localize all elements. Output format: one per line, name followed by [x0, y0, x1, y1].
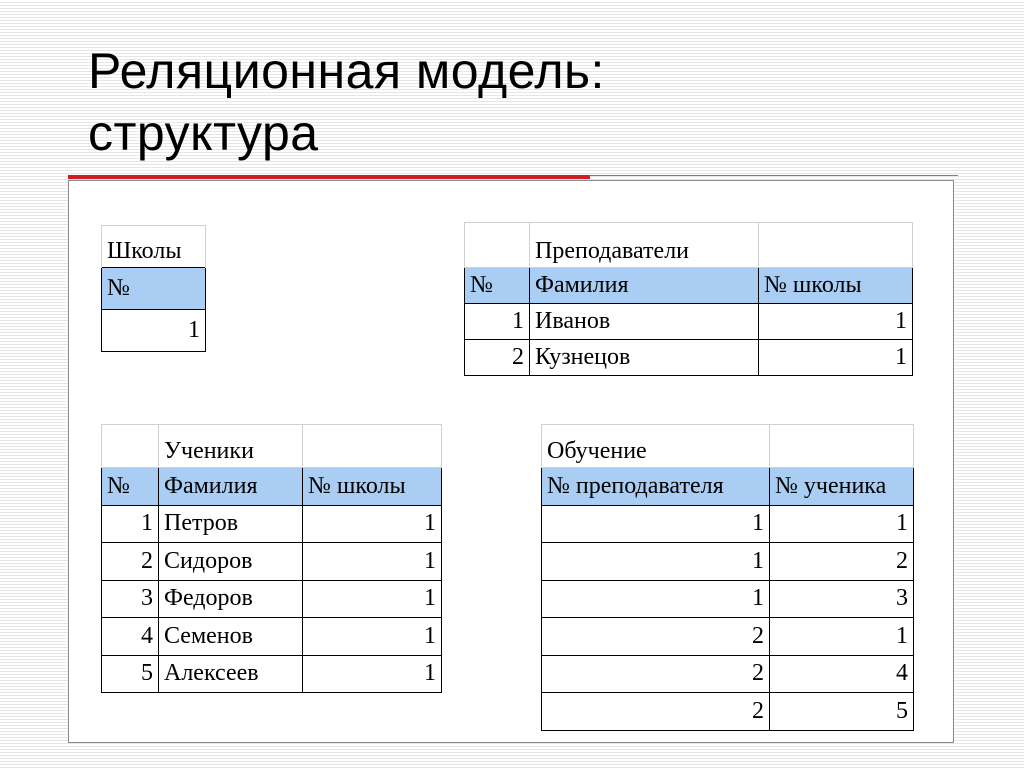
table-cell: 1 — [303, 543, 442, 581]
table-cell: 5 — [770, 693, 914, 731]
students-header-school: № школы — [303, 468, 442, 506]
students-caption: Ученики — [159, 425, 303, 468]
title-underline — [68, 175, 590, 179]
table-cell-empty — [465, 223, 530, 268]
table-cell-empty — [102, 425, 159, 468]
learning-table — [541, 424, 914, 731]
table-cell: 1 — [542, 543, 770, 581]
table-cell: Алексеев — [159, 655, 303, 693]
table-cell: 1 — [102, 505, 159, 543]
teachers-caption: Преподаватели — [530, 223, 759, 268]
table-row — [542, 655, 914, 693]
table-cell-empty — [770, 425, 914, 468]
students-header-surname: Фамилия — [159, 468, 303, 506]
title-underline-thin — [590, 175, 958, 176]
teachers-header-number: № — [465, 268, 530, 304]
table-cell: 1 — [303, 505, 442, 543]
table-cell: Кузнецов — [530, 340, 759, 376]
learning-caption: Обучение — [542, 425, 770, 468]
table-cell: 1 — [303, 655, 442, 693]
table-row — [542, 505, 914, 543]
table-cell: 1 — [303, 618, 442, 656]
table-cell: 1 — [759, 340, 913, 376]
slide-title-line-2: структура — [88, 105, 319, 161]
table-row — [465, 340, 913, 376]
students-header-number: № — [102, 468, 159, 506]
table-cell: 2 — [770, 543, 914, 581]
table-row — [465, 304, 913, 340]
table-cell: 5 — [102, 655, 159, 693]
table-row — [102, 580, 442, 618]
table-cell: 1 — [102, 310, 206, 352]
table-cell: Петров — [159, 505, 303, 543]
table-row — [102, 618, 442, 656]
learning-header-student: № ученика — [770, 468, 914, 506]
table-cell: 2 — [102, 543, 159, 581]
table-cell-empty — [759, 223, 913, 268]
table-cell: 1 — [542, 580, 770, 618]
table-row — [102, 543, 442, 581]
table-cell: 1 — [770, 505, 914, 543]
table-cell: 1 — [759, 304, 913, 340]
table-cell: 4 — [102, 618, 159, 656]
table-cell: Сидоров — [159, 543, 303, 581]
table-row — [542, 543, 914, 581]
table-row — [542, 580, 914, 618]
schools-caption: Школы — [102, 226, 206, 268]
table-cell: 1 — [465, 304, 530, 340]
table-cell: 1 — [303, 580, 442, 618]
table-row — [102, 655, 442, 693]
table-cell-empty — [303, 425, 442, 468]
slide-title — [88, 40, 988, 164]
students-table — [101, 424, 442, 693]
slide-title-line-1: Реляционная модель: — [88, 43, 605, 99]
table-cell: Семенов — [159, 618, 303, 656]
table-row — [542, 693, 914, 731]
schools-table — [101, 225, 206, 352]
teachers-header-school: № школы — [759, 268, 913, 304]
table-cell: 1 — [770, 618, 914, 656]
table-cell: 4 — [770, 655, 914, 693]
teachers-table — [464, 222, 913, 376]
table-cell: 2 — [542, 655, 770, 693]
table-cell: 2 — [542, 618, 770, 656]
learning-header-teacher: № преподавателя — [542, 468, 770, 506]
schools-header-number: № — [102, 268, 206, 310]
table-cell: 2 — [465, 340, 530, 376]
table-row — [542, 618, 914, 656]
table-row — [102, 505, 442, 543]
table-cell: 2 — [542, 693, 770, 731]
table-cell: 3 — [770, 580, 914, 618]
table-cell: 1 — [542, 505, 770, 543]
table-cell: Федоров — [159, 580, 303, 618]
table-cell: 3 — [102, 580, 159, 618]
table-cell: Иванов — [530, 304, 759, 340]
teachers-header-surname: Фамилия — [530, 268, 759, 304]
